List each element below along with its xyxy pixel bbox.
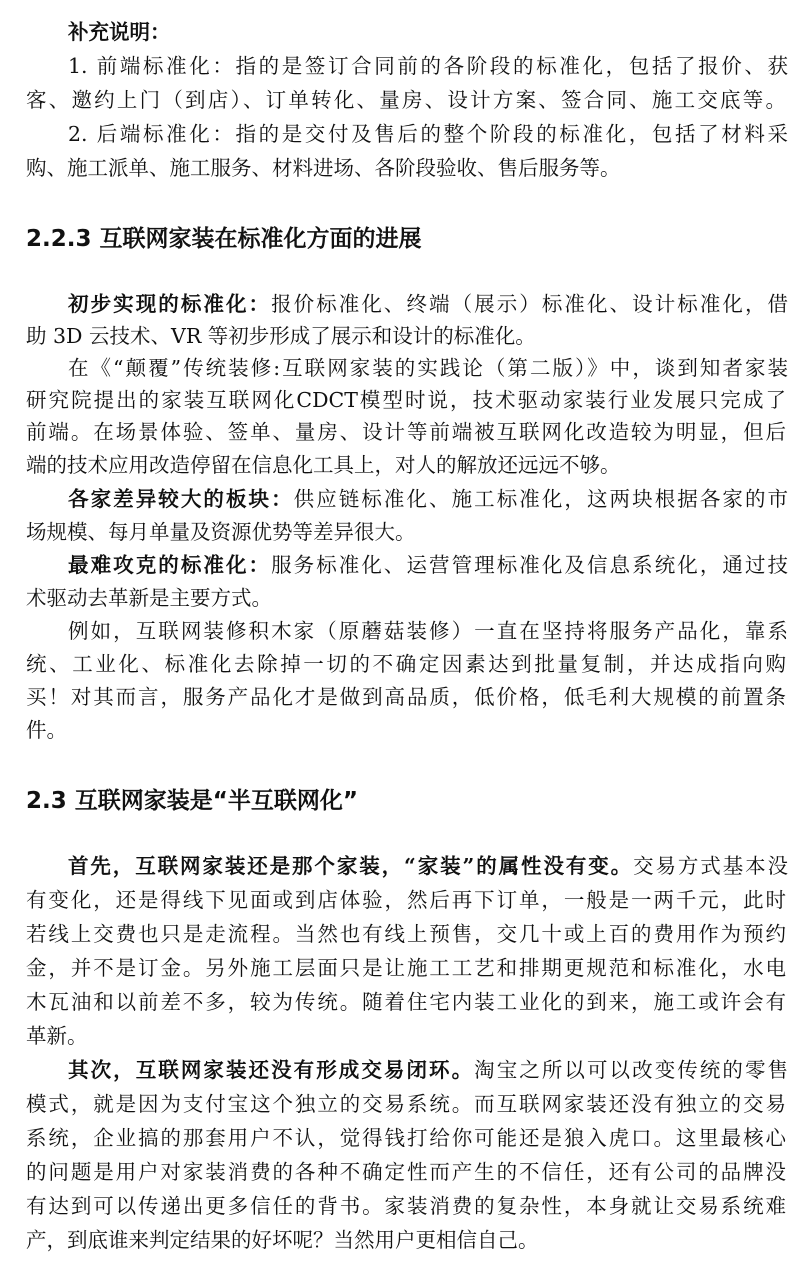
paragraph-line: 术驱动去革新是主要方式。 — [26, 586, 272, 610]
paragraph-line: 革新。 — [26, 1024, 88, 1048]
paragraph-line: 金，并不是订金。另外施工层面只是让施工工艺和排期更规范和标准化，水电 — [26, 956, 786, 980]
paragraph-line: 前端。在场景体验、签单、量房、设计等前端被互联网化改造较为明显，但后 — [26, 420, 786, 444]
bold-lead: 初步实现的标准化： — [68, 292, 272, 316]
paragraph-line: 购、施工派单、施工服务、材料进场、各阶段验收、售后服务等。 — [26, 156, 621, 180]
paragraph-line: 木瓦油和以前差不多，较为传统。随着住宅内装工业化的到来，施工或许会有 — [26, 990, 786, 1014]
paragraph-line: 统、工业化、标准化去除掉一切的不确定因素达到批量复制，并达成指向购 — [26, 652, 786, 676]
supplement-title: 补充说明： — [68, 20, 171, 44]
text-run: 淘宝之所以可以改变传统的零售 — [474, 1058, 789, 1082]
paragraph-line — [68, 483, 788, 515]
paragraph-line — [68, 549, 788, 581]
paragraph-line: 研究院提出的家装互联网化CDCT模型时说，技术驱动家装行业发展只完成了 — [26, 388, 786, 412]
paragraph-line: 产，到底谁来判定结果的好坏呢？当然用户更相信自己。 — [26, 1228, 539, 1252]
paragraph-line: 例如，互联网装修积木家（原蘑菇装修）一直在坚持将服务产品化，靠系 — [68, 619, 788, 643]
bold-lead: 其次，互联网家装还没有形成交易闭环。 — [68, 1058, 475, 1082]
paragraph-line: 模式，就是因为支付宝这个独立的交易系统。而互联网家装还没有独立的交易 — [26, 1092, 786, 1116]
paragraph-line: 场规模、每月单量及资源优势等差异很大。 — [26, 520, 416, 544]
paragraph-line: 1. 前端标准化：指的是签订合同前的各阶段的标准化，包括了报价、获 — [68, 54, 788, 78]
paragraph-line: 有变化，还是得线下见面或到店体验，然后再下订单，一般是一两千元，此时 — [26, 888, 786, 912]
bold-lead: 最难攻克的标准化： — [68, 553, 272, 577]
bold-lead: 首先，互联网家装还是那个家装，“家装”的属性没有变。 — [68, 854, 634, 878]
paragraph-line: 买！对其而言，服务产品化才是做到高品质，低价格，低毛利大规模的前置条 — [26, 685, 786, 709]
paragraph-line — [68, 288, 788, 320]
paragraph-line — [68, 1054, 788, 1086]
paragraph-line: 的问题是用户对家装消费的各种不确定性而产生的不信任，还有公司的品牌没 — [26, 1160, 786, 1184]
paragraph-line: 端的技术应用改造停留在信息化工具上，对人的解放还远远不够。 — [26, 453, 621, 477]
paragraph-line: 助 3D 云技术、VR 等初步形成了展示和设计的标准化。 — [26, 324, 536, 348]
paragraph-line: 在《“颠覆”传统装修:互联网家装的实践论（第二版）》中，谈到知者家装 — [68, 356, 788, 380]
text-run: 交易方式基本没 — [633, 854, 788, 878]
text-run: 供应链标准化、施工标准化，这两块根据各家的市 — [293, 487, 789, 511]
paragraph-line: 件。 — [26, 718, 67, 742]
paragraph-line: 有达到可以传递出更多信任的背书。家装消费的复杂性，本身就让交易系统难 — [26, 1194, 786, 1218]
section-heading-2-3: 2.3 互联网家装是“半互联网化” — [26, 788, 358, 814]
bold-lead: 各家差异较大的板块： — [68, 487, 294, 511]
section-heading-2-2-3: 2.2.3 互联网家装在标准化方面的进展 — [26, 226, 422, 252]
text-run: 报价标准化、终端（展示）标准化、设计标准化，借 — [271, 292, 789, 316]
text-run: 服务标准化、运营管理标准化及信息系统化，通过技 — [271, 553, 789, 577]
paragraph-line: 若线上交费也只是走流程。当然也有线上预售，交几十或上百的费用作为预约 — [26, 922, 786, 946]
paragraph-line — [68, 850, 788, 882]
paragraph-line: 客、邀约上门（到店）、订单转化、量房、设计方案、签合同、施工交底等。 — [26, 88, 786, 112]
paragraph-line: 2. 后端标准化：指的是交付及售后的整个阶段的标准化，包括了材料采 — [68, 122, 788, 146]
paragraph-line: 系统，企业搞的那套用户不认，觉得钱打给你可能还是狼入虎口。这里最核心 — [26, 1126, 786, 1150]
